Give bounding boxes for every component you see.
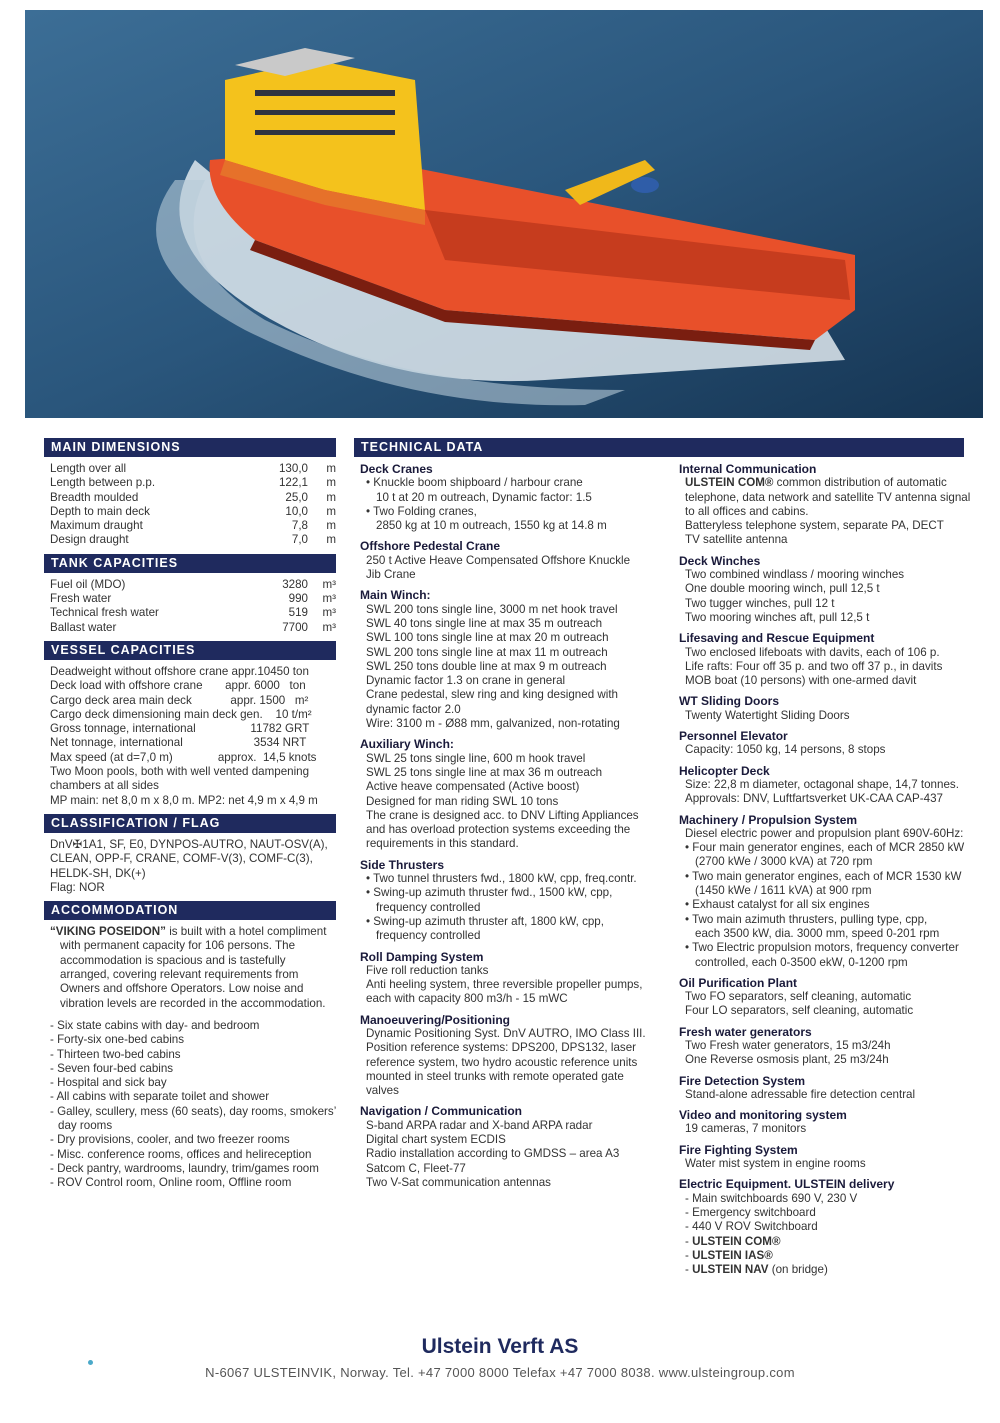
section-header: TECHNICAL DATA bbox=[354, 438, 964, 457]
list-item: - Forty-six one-bed cabins bbox=[50, 1033, 185, 1047]
text-line: Size: 22,8 m diameter, octagonal shape, 14,7 tonnes. bbox=[685, 777, 959, 791]
text-line: Stand-alone adressable fire detection central bbox=[685, 1087, 916, 1101]
tech-section bbox=[360, 462, 658, 533]
text-line: SWL 100 tons single line at max 20 m outreach bbox=[366, 631, 609, 645]
text-line: Two Moon pools, both with well vented dampening bbox=[50, 765, 310, 779]
spec-unit: m³ bbox=[322, 620, 336, 634]
text-line: Two mooring winches aft, pull 12,5 t bbox=[685, 610, 870, 624]
spec-row bbox=[44, 621, 336, 635]
text-line: Water mist system in engine rooms bbox=[685, 1157, 866, 1171]
tech-section bbox=[360, 737, 658, 851]
list-item: - Hospital and sick bay bbox=[50, 1076, 167, 1090]
text-line: SWL 25 tons single line at max 36 m outreach bbox=[366, 765, 603, 779]
text-line: Dynamic factor 1.3 on crane in general bbox=[366, 674, 566, 688]
text-line: Two enclosed lifeboats with davits, each of 106 p. bbox=[685, 645, 940, 659]
text-line: Net tonnage, international 3534 NRT bbox=[50, 736, 307, 750]
vessel-photo bbox=[25, 10, 983, 418]
text-line: each with capacity 800 m3/h - 15 mWC bbox=[366, 992, 568, 1006]
text-line: Life rafts: Four off 35 p. and two off 37 p., in davits bbox=[685, 659, 943, 673]
text-line: Two V-Sat communication antennas bbox=[366, 1175, 551, 1189]
text-line: - ULSTEIN NAV (on bridge) bbox=[685, 1263, 828, 1277]
spec-value: 130,0 bbox=[278, 462, 308, 475]
text-line: valves bbox=[366, 1084, 399, 1098]
text-line: 19 cameras, 7 monitors bbox=[685, 1122, 807, 1136]
spec-value: 10,0 bbox=[285, 504, 308, 518]
text-line: Max speed (at d=7,0 m) approx. 14,5 knots bbox=[50, 750, 317, 764]
text-line: (1450 kWe / 1611 kVA) at 900 rpm bbox=[695, 884, 872, 898]
text-line: 250 t Active Heave Compensated Offshore Knuckle bbox=[366, 553, 631, 567]
tech-section-heading: Oil Purification Plant bbox=[679, 975, 798, 990]
tech-section bbox=[360, 539, 658, 582]
tech-section-heading: Main Winch: bbox=[360, 588, 431, 603]
tech-section bbox=[679, 462, 979, 548]
text-line: 10 t at 20 m outreach, Dynamic factor: 1.5 bbox=[376, 490, 592, 504]
list-item: - Dry provisions, cooler, and two freezer rooms bbox=[50, 1133, 290, 1147]
text-line: • Two tunnel thrusters fwd., 1800 kW, cpp, freq.contr. bbox=[366, 872, 637, 886]
tech-section-heading: WT Sliding Doors bbox=[679, 694, 779, 709]
text-line: Deadweight without offshore crane appr.10450 ton bbox=[50, 664, 309, 678]
spec-value: 3280 bbox=[282, 577, 308, 591]
tech-section bbox=[679, 1025, 979, 1068]
spec-value: 7,8 bbox=[291, 519, 308, 533]
text-line: ULSTEIN COM® common distribution of automatic bbox=[685, 476, 947, 490]
text-line: • Two main generator engines, each of MCR 1530 kW bbox=[685, 869, 962, 883]
text-line: chambers at all sides bbox=[50, 779, 159, 793]
spec-label: Length over all bbox=[50, 462, 127, 475]
tech-section bbox=[679, 1108, 979, 1137]
spec-row bbox=[44, 519, 336, 533]
text-line: TV satellite antenna bbox=[685, 533, 788, 547]
spec-row bbox=[44, 533, 336, 547]
text-line: Gross tonnage, international 11782 GRT bbox=[50, 722, 310, 736]
tech-section bbox=[679, 976, 979, 1019]
text-line: Wire: 3100 m - Ø88 mm, galvanized, non-rotating bbox=[366, 717, 620, 731]
text-line: One Reverse osmosis plant, 25 m3/24h bbox=[685, 1053, 889, 1067]
spec-value: 519 bbox=[288, 606, 308, 620]
spec-row bbox=[44, 578, 336, 592]
classification-section bbox=[44, 814, 336, 895]
text-line: Anti heeling system, three reversible propeller pumps, bbox=[366, 978, 643, 992]
text-line: Deck load with offshore crane appr. 6000 ton bbox=[50, 679, 306, 693]
text-line: reference system, two hydro acoustic reference units bbox=[366, 1055, 638, 1069]
section-header: MAIN DIMENSIONS bbox=[44, 438, 336, 457]
text-line: Cargo deck area main deck appr. 1500 m² bbox=[50, 693, 309, 707]
text-line: dynamic factor 2.0 bbox=[366, 702, 461, 716]
spec-label: Ballast water bbox=[50, 620, 117, 634]
text-line: SWL 200 tons single line, 3000 m net hook travel bbox=[366, 602, 618, 616]
tech-section-heading: Deck Winches bbox=[679, 553, 761, 568]
spec-label: Breadth moulded bbox=[50, 490, 139, 504]
tech-section-heading: Side Thrusters bbox=[360, 857, 445, 872]
text-line: Batteryless telephone system, separate PA, DECT bbox=[685, 519, 944, 533]
section-header: ACCOMMODATION bbox=[44, 901, 336, 920]
text-line: Diesel electric power and propulsion plant 690V-60Hz: bbox=[685, 826, 964, 840]
tech-section-heading: Fresh water generators bbox=[679, 1024, 812, 1039]
vessel-capacities-section bbox=[44, 641, 336, 808]
tech-section-heading: Video and monitoring system bbox=[679, 1108, 847, 1123]
text-line: • Two Electric propulsion motors, frequency converter bbox=[685, 941, 959, 955]
list-item: - Galley, scullery, mess (60 seats), day rooms, smokers’ day rooms bbox=[50, 1104, 336, 1132]
spec-label: Design draught bbox=[50, 533, 129, 547]
text-line: Five roll reduction tanks bbox=[366, 963, 489, 977]
tech-section bbox=[679, 631, 979, 688]
accommodation-section bbox=[44, 901, 336, 1190]
tech-section-heading: Personnel Elevator bbox=[679, 729, 788, 744]
text-line: Two tugger winches, pull 12 t bbox=[685, 596, 835, 610]
technical-column-2 bbox=[679, 462, 979, 1277]
tech-section bbox=[360, 858, 658, 944]
text-line: controlled, each 0-3500 ekW, 0-1200 rpm bbox=[695, 955, 908, 969]
spec-row bbox=[44, 476, 336, 490]
spec-value: 990 bbox=[288, 592, 308, 606]
tech-section-heading: Internal Communication bbox=[679, 462, 817, 476]
brand-name: ULSTEIN IAS® bbox=[692, 1248, 773, 1262]
tech-section-heading: Auxiliary Winch: bbox=[360, 737, 454, 752]
spec-label: Depth to main deck bbox=[50, 504, 150, 518]
text-line: MOB boat (10 persons) with one-armed davit bbox=[685, 674, 917, 688]
text-line: • Knuckle boom shipboard / harbour crane bbox=[366, 476, 583, 490]
brand-name: ULSTEIN COM® bbox=[685, 476, 774, 490]
brand-name: ULSTEIN COM® bbox=[692, 1234, 781, 1248]
text-line: Designed for man riding SWL 10 tons bbox=[366, 794, 559, 808]
list-item: - Six state cabins with day- and bedroom bbox=[50, 1018, 260, 1032]
text-line: frequency controlled bbox=[376, 929, 481, 943]
text-line: Active heave compensated (Active boost) bbox=[366, 780, 580, 794]
text-line: DnV✠1A1, SF, E0, DYNPOS-AUTRO, NAUT-OSV(A), bbox=[50, 837, 328, 851]
tech-section-heading: Electric Equipment. ULSTEIN delivery bbox=[679, 1177, 895, 1192]
text-line: Radio installation according to GMDSS – area A3 bbox=[366, 1147, 620, 1161]
spec-row bbox=[44, 606, 336, 620]
list-item: - ROV Control room, Online room, Offline room bbox=[50, 1176, 292, 1190]
text-line: • Two main azimuth thrusters, pulling type, cpp, bbox=[685, 912, 928, 926]
tech-section bbox=[679, 729, 979, 758]
tech-section-heading: Navigation / Communication bbox=[360, 1104, 523, 1119]
list-item: - Seven four-bed cabins bbox=[50, 1061, 174, 1075]
text-line: • Four main generator engines, each of MCR 2850 kW bbox=[685, 841, 965, 855]
text-line: Twenty Watertight Sliding Doors bbox=[685, 708, 850, 722]
text-line: telephone, data network and satellite TV antenna signal bbox=[685, 490, 971, 504]
text-line: Two combined windlass / mooring winches bbox=[685, 568, 905, 582]
tech-section bbox=[679, 813, 979, 970]
section-header: CLASSIFICATION / FLAG bbox=[44, 814, 336, 833]
spec-value: 7,0 bbox=[291, 533, 308, 547]
section-header: TANK CAPACITIES bbox=[44, 554, 336, 573]
spec-row bbox=[44, 462, 336, 476]
section-header: VESSEL CAPACITIES bbox=[44, 641, 336, 660]
text-line: - Main switchboards 690 V, 230 V bbox=[685, 1191, 858, 1205]
spec-value: 7700 bbox=[282, 620, 308, 634]
spec-unit: m bbox=[326, 533, 336, 547]
tech-section bbox=[360, 1104, 658, 1190]
text-line: Two FO separators, self cleaning, automatic bbox=[685, 990, 912, 1004]
text-line: Satcom C, Fleet-77 bbox=[366, 1161, 466, 1175]
tech-section bbox=[679, 764, 979, 807]
list-item: - All cabins with separate toilet and shower bbox=[50, 1090, 270, 1104]
text-line: Flag: NOR bbox=[50, 880, 105, 894]
spec-unit: m³ bbox=[322, 606, 336, 620]
tech-section bbox=[360, 1013, 658, 1099]
text-line: (2700 kWe / 3000 kVA) at 720 rpm bbox=[695, 855, 873, 869]
spec-label: Technical fresh water bbox=[50, 606, 159, 620]
text-line: Capacity: 1050 kg, 14 persons, 8 stops bbox=[685, 743, 886, 757]
tech-section-heading: Helicopter Deck bbox=[679, 763, 770, 778]
spec-unit: m bbox=[326, 490, 336, 504]
text-line: One double mooring winch, pull 12,5 t bbox=[685, 582, 880, 596]
text-line: CLEAN, OPP-F, CRANE, COMF-V(3), COMF-C(3), bbox=[50, 852, 313, 866]
text-line: - ULSTEIN COM® bbox=[685, 1234, 781, 1248]
tech-section-heading: Machinery / Propulsion System bbox=[679, 812, 858, 827]
text-line: Crane pedestal, slew ring and king designed with bbox=[366, 688, 618, 702]
text-line: and has overload protection systems exceeding the bbox=[366, 823, 631, 837]
spec-value: 122,1 bbox=[278, 476, 308, 490]
spec-unit: m bbox=[326, 462, 336, 475]
spec-unit: m bbox=[326, 519, 336, 533]
spec-row bbox=[44, 592, 336, 606]
spec-label: Fuel oil (MDO) bbox=[50, 577, 126, 591]
text-line: - 440 V ROV Switchboard bbox=[685, 1220, 818, 1234]
tech-section-heading: Fire Fighting System bbox=[679, 1142, 798, 1157]
text-line: Position reference systems: DPS200, DPS132, laser bbox=[366, 1041, 637, 1055]
technical-column-1 bbox=[360, 462, 658, 1190]
spec-label: Fresh water bbox=[50, 592, 112, 606]
spec-label: Maximum draught bbox=[50, 519, 143, 533]
vessel-name: “VIKING POSEIDON” bbox=[50, 925, 166, 939]
tech-section bbox=[360, 588, 658, 731]
text-line: frequency controlled bbox=[376, 900, 481, 914]
text-line: SWL 200 tons single line at max 11 m outreach bbox=[366, 645, 608, 659]
text-line: Four LO separators, self cleaning, automatic bbox=[685, 1004, 914, 1018]
text-line: Cargo deck dimensioning main deck gen. 10 t/m² bbox=[50, 707, 312, 721]
text-line: each 3500 kW, dia. 3000 mm, speed 0-201 rpm bbox=[695, 926, 940, 940]
text-line: MP main: net 8,0 m x 8,0 m. MP2: net 4,9 m x 4,9 m bbox=[50, 793, 318, 807]
tech-section-heading: Deck Cranes bbox=[360, 462, 433, 476]
tech-section-heading: Manoeuvering/Positioning bbox=[360, 1012, 511, 1027]
text-line: The crane is designed acc. to DNV Lifting Appliances bbox=[366, 808, 639, 822]
text-line: to all offices and cabins. bbox=[685, 504, 809, 518]
technical-data-header-wrap bbox=[354, 438, 964, 462]
tech-section bbox=[679, 1143, 979, 1172]
text-line: Approvals: DNV, Luftfartsverket UK-CAA CAP-437 bbox=[685, 792, 943, 806]
text-line: Two Fresh water generators, 15 m3/24h bbox=[685, 1038, 891, 1052]
spec-label: Length between p.p. bbox=[50, 476, 156, 490]
tech-section-heading: Roll Damping System bbox=[360, 949, 484, 964]
text-line: • Swing-up azimuth thruster fwd., 1500 kW, cpp, bbox=[366, 886, 613, 900]
tech-section bbox=[679, 694, 979, 723]
tech-section bbox=[679, 554, 979, 625]
text-line: SWL 250 tons double line at max 9 m outreach bbox=[366, 659, 607, 673]
text-line: • Swing-up azimuth thruster aft, 1800 kW, cpp, bbox=[366, 914, 604, 928]
spec-row bbox=[44, 491, 336, 505]
tank-capacities-section bbox=[44, 554, 336, 635]
text-line: HELDK-SH, DK(+) bbox=[50, 866, 146, 880]
list-item: - Misc. conference rooms, offices and helireception bbox=[50, 1147, 312, 1161]
tech-section-heading: Lifesaving and Rescue Equipment bbox=[679, 631, 875, 646]
spec-unit: m³ bbox=[322, 592, 336, 606]
tech-section bbox=[679, 1177, 979, 1277]
list-item: - Thirteen two-bed cabins bbox=[50, 1047, 181, 1061]
text-line: • Exhaust catalyst for all six engines bbox=[685, 898, 870, 912]
accommodation-intro bbox=[44, 925, 336, 1011]
text-line: S-band ARPA radar and X-band ARPA radar bbox=[366, 1118, 593, 1132]
text-line: • Two Folding cranes, bbox=[366, 504, 477, 518]
text-line: requirements in this standard. bbox=[366, 837, 519, 851]
intro-text: is built with a hotel compliment with permanent capacity for 106 persons. The accommodation is spacious and is tastefully arranged, covering relevant requirements from Owners and offshore Operators. Low noise and vibration levels are recorded in the accommodation. bbox=[60, 925, 327, 1010]
text-line: - ULSTEIN IAS® bbox=[685, 1248, 773, 1262]
text-line: 2850 kg at 10 m outreach, 1550 kg at 14.8 m bbox=[376, 519, 607, 533]
spec-unit: m³ bbox=[322, 577, 336, 591]
spec-unit: m bbox=[326, 504, 336, 518]
text-line: mounted in steel trunks with remote operated gate bbox=[366, 1069, 624, 1083]
tech-section bbox=[679, 1074, 979, 1103]
tech-section bbox=[360, 950, 658, 1007]
tech-section-heading: Offshore Pedestal Crane bbox=[360, 539, 501, 554]
main-dimensions-section bbox=[44, 438, 336, 548]
text-line: Jib Crane bbox=[366, 568, 416, 582]
text-line: - Emergency switchboard bbox=[685, 1205, 816, 1219]
text-line: SWL 25 tons single line, 600 m hook travel bbox=[366, 751, 586, 765]
company-address: N-6067 ULSTEINVIK, Norway. Tel. +47 7000 8000 Telefax +47 7000 8038. www.ulsteingroup.com bbox=[205, 1365, 795, 1380]
text-line: Digital chart system ECDIS bbox=[366, 1133, 506, 1147]
company-name: Ulstein Verft AS bbox=[421, 1335, 579, 1358]
text-line: Dynamic Positioning Syst. DnV AUTRO, IMO Class III. bbox=[366, 1026, 646, 1040]
brand-name: ULSTEIN NAV bbox=[692, 1263, 769, 1277]
tech-section-heading: Fire Detection System bbox=[679, 1073, 806, 1088]
spec-value: 25,0 bbox=[285, 490, 308, 504]
list-item: - Deck pantry, wardrooms, laundry, trim/games room bbox=[50, 1161, 319, 1175]
text-line: SWL 40 tons single line at max 35 m outreach bbox=[366, 616, 603, 630]
spec-row bbox=[44, 505, 336, 519]
left-column bbox=[44, 438, 336, 1196]
spec-unit: m bbox=[326, 476, 336, 490]
